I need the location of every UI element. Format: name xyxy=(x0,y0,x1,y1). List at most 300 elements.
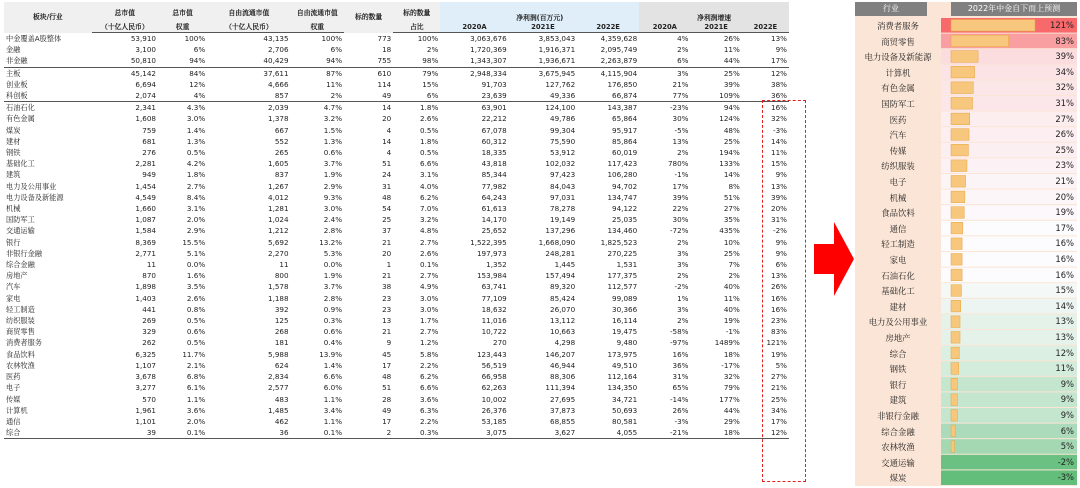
table-cell: 3% xyxy=(677,68,689,78)
table-cell: 31% xyxy=(672,372,689,382)
table-cell: 17 xyxy=(382,360,392,370)
table-cell: 1,608 xyxy=(135,114,156,124)
table-cell: 134,747 xyxy=(607,192,638,202)
table-cell: 44% xyxy=(691,55,742,67)
table-cell: 63,741 xyxy=(481,282,507,292)
table-cell: 11,016 xyxy=(481,316,507,326)
chart-bar xyxy=(951,82,973,94)
table-cell: 3.0% xyxy=(420,304,439,314)
table-cell: 2.2% xyxy=(420,416,439,426)
table-cell: 1,898 xyxy=(135,282,156,292)
chart-header-category: 行业 xyxy=(855,2,927,16)
table-cell: 26% xyxy=(771,282,787,292)
table-cell: 51 xyxy=(382,383,392,393)
table-cell: 2,341 xyxy=(135,103,156,113)
table-cell: 48 xyxy=(382,372,392,382)
table-cell: 10,002 xyxy=(481,394,507,404)
table-cell: 3,100 xyxy=(135,45,156,55)
table-cell: 9.3% xyxy=(323,192,343,202)
table-cell: 98% xyxy=(393,55,440,67)
chart-value-label: 39% xyxy=(1055,51,1074,62)
chart-bar xyxy=(951,300,961,312)
table-cell: 133% xyxy=(719,159,740,169)
table-cell: 23,639 xyxy=(440,90,508,102)
table-row xyxy=(4,33,789,45)
table-cell: 21 xyxy=(382,271,392,281)
table-cell: 6.8% xyxy=(186,372,206,382)
table-cell: 20% xyxy=(771,204,787,214)
chart-value-label: 13% xyxy=(1055,316,1074,327)
table-cell: 12% xyxy=(742,427,789,439)
table-cell: 2.0% xyxy=(186,215,206,225)
table-row xyxy=(4,55,789,67)
table-cell: 100% xyxy=(417,34,439,43)
table-cell: 270 xyxy=(493,338,507,348)
table-cell: 36% xyxy=(742,90,789,102)
row-sector-name: 有色金属 xyxy=(6,114,35,124)
table-cell: 1.3% xyxy=(323,136,343,146)
table-cell: 610 xyxy=(377,68,392,78)
table-cell: 51 xyxy=(382,159,392,169)
table-cell: 4.7% xyxy=(323,103,343,113)
chart-value-label: 34% xyxy=(1055,66,1074,77)
table-cell: 18,632 xyxy=(481,304,507,314)
table-cell: 1,584 xyxy=(135,226,156,236)
chart-value-label: 121% xyxy=(1050,20,1074,30)
forecast-chart xyxy=(855,2,1077,486)
column-header: 自由流通市值 xyxy=(291,2,344,23)
column-header: （十亿人民币） xyxy=(207,23,290,33)
table-cell: 27% xyxy=(771,372,787,382)
table-cell: 2.6% xyxy=(420,114,439,124)
column-header: （十亿人民币） xyxy=(92,23,158,33)
table-cell: 4.0% xyxy=(420,181,439,191)
row-sector-name: 非金融 xyxy=(4,55,92,67)
table-cell: 2% xyxy=(426,45,439,55)
chart-bar xyxy=(951,20,1035,32)
table-cell: 269 xyxy=(142,316,156,326)
table-cell: 0.6% xyxy=(186,327,206,337)
chart-category-label: 通信 xyxy=(889,223,907,234)
table-cell: -97% xyxy=(669,338,689,348)
table-cell: 16,114 xyxy=(612,316,638,326)
table-cell: 153,984 xyxy=(476,271,507,281)
table-cell: 124,100 xyxy=(545,103,576,113)
table-cell: 21% xyxy=(672,79,689,89)
chart-value-label: 20% xyxy=(1055,191,1074,202)
table-row xyxy=(4,382,789,393)
table-cell: 21% xyxy=(771,383,787,393)
table-cell: 2,948,334 xyxy=(470,68,507,78)
table-cell: 6% xyxy=(775,260,787,270)
table-cell: 2% xyxy=(677,271,689,281)
table-cell: 755 xyxy=(344,55,393,67)
table-cell: 0.3% xyxy=(323,316,343,326)
table-cell: 11 xyxy=(279,260,289,270)
table-cell: 13% xyxy=(672,136,689,146)
table-row xyxy=(4,293,789,304)
table-cell: 53,910 xyxy=(130,34,156,43)
table-cell: 1.9% xyxy=(323,170,343,180)
table-cell: 6,325 xyxy=(135,349,156,359)
table-cell: 11% xyxy=(723,45,740,55)
table-cell: 0.3% xyxy=(393,427,440,439)
chart-value-label: 27% xyxy=(1055,113,1074,124)
table-cell: 3.6% xyxy=(420,394,439,404)
table-cell: 3% xyxy=(677,304,689,314)
table-cell: 15% xyxy=(422,79,439,89)
chart-value-label: 16% xyxy=(1055,254,1074,264)
table-cell: 2% xyxy=(677,316,689,326)
table-cell: 111,394 xyxy=(545,383,576,393)
table-cell: 1,916,371 xyxy=(538,45,576,55)
chart-bar xyxy=(951,441,954,453)
chart-category-label: 钢铁 xyxy=(889,364,907,375)
table-cell: 1.9% xyxy=(323,271,343,281)
table-cell: 837 xyxy=(274,170,289,180)
table-cell: 146,207 xyxy=(545,349,576,359)
table-cell: 6.2% xyxy=(420,372,439,382)
table-cell: 25% xyxy=(771,394,787,404)
table-cell: 100% xyxy=(321,34,343,43)
table-cell: 949 xyxy=(142,170,156,180)
table-cell: 1,522,395 xyxy=(470,237,507,247)
table-cell: 2.4% xyxy=(323,215,343,225)
chart-bar xyxy=(951,378,957,390)
table-cell: 1,267 xyxy=(268,181,289,191)
table-cell: 79% xyxy=(422,68,439,78)
table-cell: 0.1% xyxy=(158,427,207,439)
table-cell: 1,087 xyxy=(135,215,156,225)
table-cell: 37,873 xyxy=(550,405,576,415)
chart-value-label: 31% xyxy=(1055,98,1074,108)
table-cell: 624 xyxy=(274,360,289,370)
table-cell: 2.1% xyxy=(186,360,206,370)
table-cell: 25,035 xyxy=(612,215,638,225)
table-cell: 681 xyxy=(142,136,156,146)
table-cell: 13 xyxy=(382,316,392,326)
table-row xyxy=(4,315,789,326)
table-cell: 43,135 xyxy=(263,34,289,43)
table-cell: 6.6% xyxy=(420,383,439,393)
table-cell: 35% xyxy=(723,215,740,225)
table-cell: 4 xyxy=(386,125,392,135)
row-sector-name: 创业板 xyxy=(6,79,28,89)
table-cell: 97,031 xyxy=(550,192,576,202)
table-cell: 79% xyxy=(723,383,740,393)
table-cell: 1,605 xyxy=(268,159,289,169)
table-cell: 2.8% xyxy=(323,293,343,303)
chart-title: 2022年中金自下而上预测 xyxy=(951,2,1077,16)
chart-category-label: 综合金融 xyxy=(881,426,915,437)
table-cell: 1.4% xyxy=(186,125,206,135)
table-cell: 1,281 xyxy=(268,204,289,214)
table-cell: 3.2% xyxy=(420,215,439,225)
table-cell: 2,074 xyxy=(92,90,158,102)
table-cell: 157,494 xyxy=(545,271,576,281)
table-cell: 800 xyxy=(274,271,289,281)
table-cell: 91,703 xyxy=(481,79,507,89)
table-cell: 2,577 xyxy=(268,383,289,393)
table-cell: 8,369 xyxy=(135,237,156,247)
table-cell: 30,366 xyxy=(612,304,638,314)
row-sector-name: 钢铁 xyxy=(6,148,21,158)
chart-value-label: 17% xyxy=(1055,222,1074,233)
table-cell: 1,531 xyxy=(616,260,638,270)
table-cell: 85,864 xyxy=(612,136,638,146)
chart-value-label: 11% xyxy=(1055,363,1074,374)
table-cell: 16% xyxy=(771,304,787,314)
table-cell: 30% xyxy=(672,114,689,124)
table-cell: 6.0% xyxy=(323,383,343,393)
table-cell: 0.9% xyxy=(323,304,343,314)
table-cell: 37 xyxy=(382,226,392,236)
table-cell: 197,973 xyxy=(476,248,507,258)
table-cell: 6% xyxy=(639,55,690,67)
table-cell: 106,280 xyxy=(607,170,638,180)
table-row xyxy=(4,214,789,225)
chart-value-label: 15% xyxy=(1055,285,1074,296)
table-cell: -23% xyxy=(669,103,689,113)
table-cell: 1,024 xyxy=(268,215,289,225)
table-cell: 329 xyxy=(142,327,156,337)
table-cell: 17% xyxy=(742,55,789,67)
table-cell: 19% xyxy=(723,316,740,326)
table-cell: 1.8% xyxy=(186,170,206,180)
table-cell: 6.3% xyxy=(420,405,439,415)
column-header xyxy=(639,2,789,14)
table-cell: 11% xyxy=(326,79,343,89)
column-header: 2020A xyxy=(639,23,690,33)
table-cell: 177% xyxy=(719,394,740,404)
chart-value-label: 5% xyxy=(1060,441,1074,452)
table-cell: 2 xyxy=(344,427,393,439)
column-header: 自由流通市值 xyxy=(207,2,290,23)
column-header: 2022E xyxy=(742,23,789,33)
row-sector-name: 综合 xyxy=(4,427,92,439)
column-header: 权重 xyxy=(158,23,207,33)
chart-bar xyxy=(951,98,973,110)
table-cell: 27,695 xyxy=(550,394,576,404)
table-cell: 3.7% xyxy=(323,159,343,169)
row-sector-name: 金融 xyxy=(6,45,21,55)
chart-category-label: 石油石化 xyxy=(881,270,915,281)
table-cell: 21 xyxy=(382,237,392,247)
table-cell: 1,660 xyxy=(135,204,156,214)
row-sector-name: 农林牧渔 xyxy=(6,360,35,370)
table-cell: 49,786 xyxy=(550,114,576,124)
row-sector-name: 电力及公用事业 xyxy=(6,181,57,191)
table-cell: 23 xyxy=(382,293,392,303)
table-cell: 30% xyxy=(672,215,689,225)
table-cell: 0.5% xyxy=(420,148,439,158)
table-cell: 2,771 xyxy=(135,248,156,258)
table-cell: 134,350 xyxy=(607,383,638,393)
table-cell: 16% xyxy=(771,293,787,303)
row-sector-name: 主板 xyxy=(6,68,21,78)
column-header: 2020A xyxy=(440,23,508,33)
chart-bar xyxy=(951,332,960,344)
table-cell: 2% xyxy=(728,271,740,281)
arrow-shape xyxy=(814,222,854,296)
chart-bar xyxy=(951,160,967,172)
table-cell: 26,376 xyxy=(481,405,507,415)
column-header: 净利润(百万元) xyxy=(440,14,639,23)
column-header: 2021E xyxy=(509,23,577,33)
table-cell: 13.9% xyxy=(319,349,343,359)
table-cell: 1.7% xyxy=(420,316,439,326)
table-cell: 80,581 xyxy=(612,416,638,426)
table-row xyxy=(4,326,789,337)
table-cell: 39% xyxy=(672,192,689,202)
table-cell: 0.0% xyxy=(186,260,206,270)
table-cell: 14 xyxy=(382,103,392,113)
table-cell: 13,112 xyxy=(550,316,576,326)
table-row xyxy=(4,169,789,180)
table-cell: 14 xyxy=(382,136,392,146)
table-cell: 14% xyxy=(771,136,787,146)
table-cell: 1.2% xyxy=(420,338,439,348)
row-sector-name: 机械 xyxy=(6,204,21,214)
table-cell: 46,944 xyxy=(550,360,576,370)
table-cell: 2,039 xyxy=(268,103,289,113)
table-row xyxy=(4,427,789,439)
table-cell: 68,855 xyxy=(550,416,576,426)
chart-value-label: -2% xyxy=(1057,456,1074,467)
row-sector-name: 商贸零售 xyxy=(6,327,35,337)
table-cell: 4,359,628 xyxy=(600,34,638,43)
table-cell: 3.1% xyxy=(186,204,206,214)
chart-bar xyxy=(951,129,969,141)
table-cell: 94% xyxy=(723,103,740,113)
table-cell: -2% xyxy=(674,282,689,292)
table-cell: 121% xyxy=(766,338,787,348)
table-cell: 143,387 xyxy=(607,103,638,113)
table-cell: 75,590 xyxy=(550,136,576,146)
row-sector-name: 非银行金融 xyxy=(6,248,42,258)
table-cell: 3,675,945 xyxy=(538,68,576,78)
table-cell: 1,961 xyxy=(135,405,156,415)
row-sector-name: 国防军工 xyxy=(6,215,35,225)
table-cell: 1,188 xyxy=(268,293,289,303)
row-sector-name: 医药 xyxy=(6,372,21,382)
table-cell: 0.6% xyxy=(323,148,343,158)
table-cell: 18 xyxy=(382,45,392,55)
table-cell: 16% xyxy=(771,103,787,113)
table-cell: -5% xyxy=(674,125,689,135)
table-cell: 95,917 xyxy=(612,125,638,135)
chart-bar xyxy=(951,176,966,188)
table-cell: 10,722 xyxy=(481,327,507,337)
table-cell: 67,078 xyxy=(481,125,507,135)
chart-value-label: 9% xyxy=(1060,410,1074,420)
table-cell: 124% xyxy=(719,114,740,124)
table-cell: 3,075 xyxy=(440,427,508,439)
table-cell: 4,549 xyxy=(135,192,156,202)
table-cell: 1.5% xyxy=(323,125,343,135)
table-cell: 13.2% xyxy=(319,237,343,247)
table-cell: 5.1% xyxy=(186,248,206,258)
table-cell: 667 xyxy=(274,125,289,135)
table-cell: 27% xyxy=(723,204,740,214)
table-cell: 36% xyxy=(672,360,689,370)
table-cell: 20 xyxy=(382,114,392,124)
table-cell: 60,019 xyxy=(612,148,638,158)
table-cell: 127,762 xyxy=(545,79,576,89)
table-cell: 25% xyxy=(723,68,740,78)
table-cell: 19% xyxy=(771,349,787,359)
table-cell: 28 xyxy=(382,394,392,404)
table-cell: 66,958 xyxy=(481,372,507,382)
table-cell: 6.2% xyxy=(420,192,439,202)
table-cell: 14% xyxy=(723,170,740,180)
table-cell: 61,613 xyxy=(481,204,507,214)
row-sector-name: 建材 xyxy=(6,136,21,146)
table-row xyxy=(4,147,789,158)
table-cell: 1,485 xyxy=(268,405,289,415)
table-cell: 8% xyxy=(728,181,740,191)
table-cell: 3.4% xyxy=(323,405,343,415)
column-header: 标的数量 xyxy=(393,2,440,23)
table-cell: 2.6% xyxy=(186,293,206,303)
table-cell: 1,343,307 xyxy=(440,55,508,67)
chart-category-label: 机械 xyxy=(889,192,907,203)
table-cell: 40,429 xyxy=(207,55,290,67)
table-cell: 40% xyxy=(723,282,740,292)
table-cell: 26,070 xyxy=(550,304,576,314)
table-cell: 3% xyxy=(677,248,689,258)
table-cell: 88,306 xyxy=(550,372,576,382)
table-cell: 248,281 xyxy=(545,248,576,258)
table-cell: 4,012 xyxy=(268,192,289,202)
table-cell: 181 xyxy=(274,338,289,348)
table-cell: 4.2% xyxy=(186,159,206,169)
table-cell: 857 xyxy=(207,90,290,102)
table-cell: 17% xyxy=(672,181,689,191)
table-cell: 176,850 xyxy=(607,79,638,89)
table-cell: 441 xyxy=(142,304,156,314)
chart-bar xyxy=(951,425,955,437)
table-cell: 1489% xyxy=(714,338,740,348)
chart-value-label: 16% xyxy=(1055,269,1074,280)
table-row xyxy=(4,90,789,102)
table-cell: 177,375 xyxy=(607,271,638,281)
table-cell: 114 xyxy=(377,79,392,89)
table-row xyxy=(4,225,789,236)
table-cell: 50,810 xyxy=(92,55,158,67)
row-sector-name: 建筑 xyxy=(6,170,21,180)
table-cell: 22% xyxy=(672,204,689,214)
table-cell: 7.0% xyxy=(420,204,439,214)
table-cell: 29% xyxy=(723,416,740,426)
column-header: 2022E xyxy=(577,23,639,33)
row-sector-name: 石油石化 xyxy=(6,103,35,113)
table-cell: 137,296 xyxy=(545,226,576,236)
row-sector-name: 家电 xyxy=(6,293,21,303)
table-cell: 2,706 xyxy=(268,45,289,55)
chart-value-label: 21% xyxy=(1055,176,1074,186)
table-row xyxy=(4,248,789,259)
table-cell: 1.4% xyxy=(323,360,343,370)
chart-bar xyxy=(951,207,964,219)
table-cell: 25% xyxy=(723,248,740,258)
table-cell: 97,423 xyxy=(550,170,576,180)
table-cell: 25 xyxy=(382,215,392,225)
table-cell: 1,720,369 xyxy=(470,45,507,55)
table-cell: 125 xyxy=(274,316,289,326)
table-cell: -3% xyxy=(674,416,689,426)
chart-bar xyxy=(951,144,968,156)
